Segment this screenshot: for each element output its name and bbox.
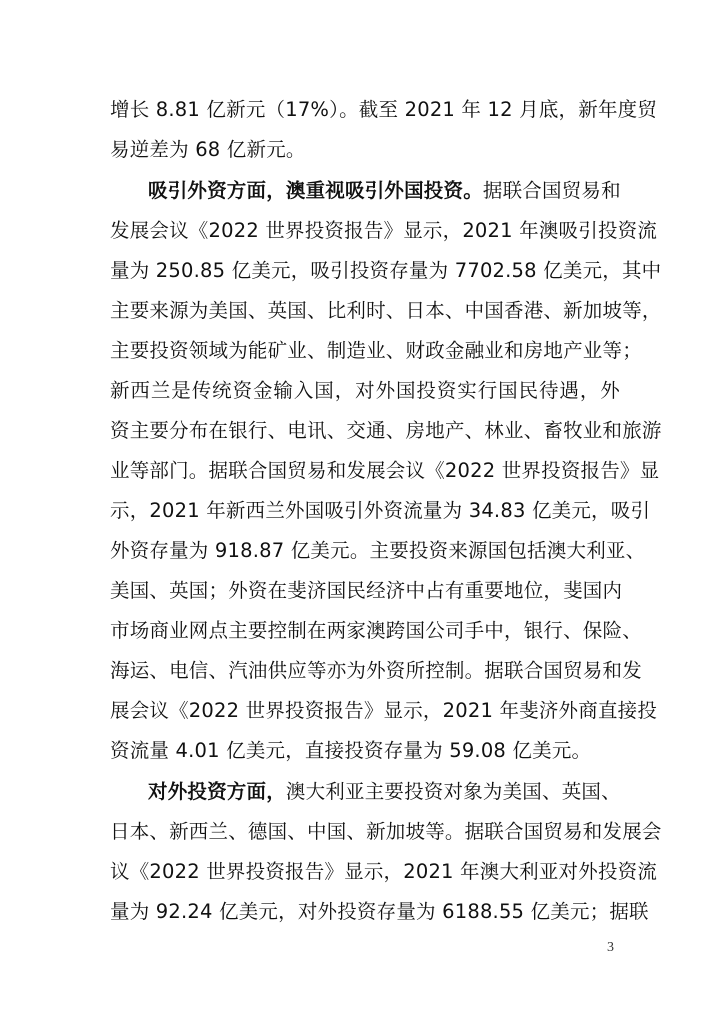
text-line: 发展会议《2022 世界投资报告》显示，2021 年澳吸引投资流 [110, 219, 658, 242]
text-line: 资主要分布在银行、电讯、交通、房地产、林业、畜牧业和旅游 [110, 419, 662, 442]
page-number: 3 [607, 940, 614, 955]
text-line: 美国、英国；外资在斐济国民经济中占有重要地位，斐国内 [110, 579, 623, 602]
text-line: 市场商业网点主要控制在两家澳跨国公司手中，银行、保险、 [110, 619, 642, 642]
section-heading-outbound: 对外投资方面， [148, 780, 286, 803]
text-line: 量为 250.85 亿美元，吸引投资存量为 7702.58 亿美元，其中 [110, 259, 662, 282]
text-line: 主要来源为美国、英国、比利时、日本、中国香港、新加坡等， [110, 299, 662, 322]
text-line: 量为 92.24 亿美元，对外投资存量为 6188.55 亿美元；据联 [110, 900, 649, 923]
text-line: 增长 8.81 亿新元（17%）。截至 2021 年 12 月底，新年度贸 [110, 98, 658, 121]
paragraph-inbound-first-line [148, 171, 620, 211]
text-line: 示，2021 年新西兰外国吸引外资流量为 34.83 亿美元，吸引 [110, 499, 651, 522]
text-span: 澳大利亚主要投资对象为美国、英国、 [285, 780, 621, 803]
text-line: 议《2022 世界投资报告》显示，2021 年澳大利亚对外投资流 [110, 860, 658, 883]
text-line: 海运、电信、汽油供应等亦为外资所控制。据联合国贸易和发 [110, 659, 642, 682]
text-line: 资流量 4.01 亿美元，直接投资存量为 59.08 亿美元。 [110, 739, 592, 762]
text-line: 日本、新西兰、德国、中国、新加坡等。据联合国贸易和发展会 [110, 820, 662, 843]
text-line: 业等部门。据联合国贸易和发展会议《2022 世界投资报告》显 [110, 459, 660, 482]
text-line: 外资存量为 918.87 亿美元。主要投资来源国包括澳大利亚、 [110, 539, 646, 562]
section-heading-inbound: 吸引外资方面，澳重视吸引外国投资。 [148, 179, 483, 202]
paragraph-outbound-first-line [148, 772, 620, 812]
text-span: 据联合国贸易和 [482, 179, 621, 202]
text-line: 新西兰是传统资金输入国，对外国投资实行国民待遇，外 [110, 379, 620, 402]
text-line: 主要投资领域为能矿业、制造业、财政金融业和房地产业等； [110, 339, 642, 362]
text-line: 展会议《2022 世界投资报告》显示，2021 年斐济外商直接投 [110, 699, 658, 722]
text-line: 易逆差为 68 亿新元。 [110, 138, 306, 161]
